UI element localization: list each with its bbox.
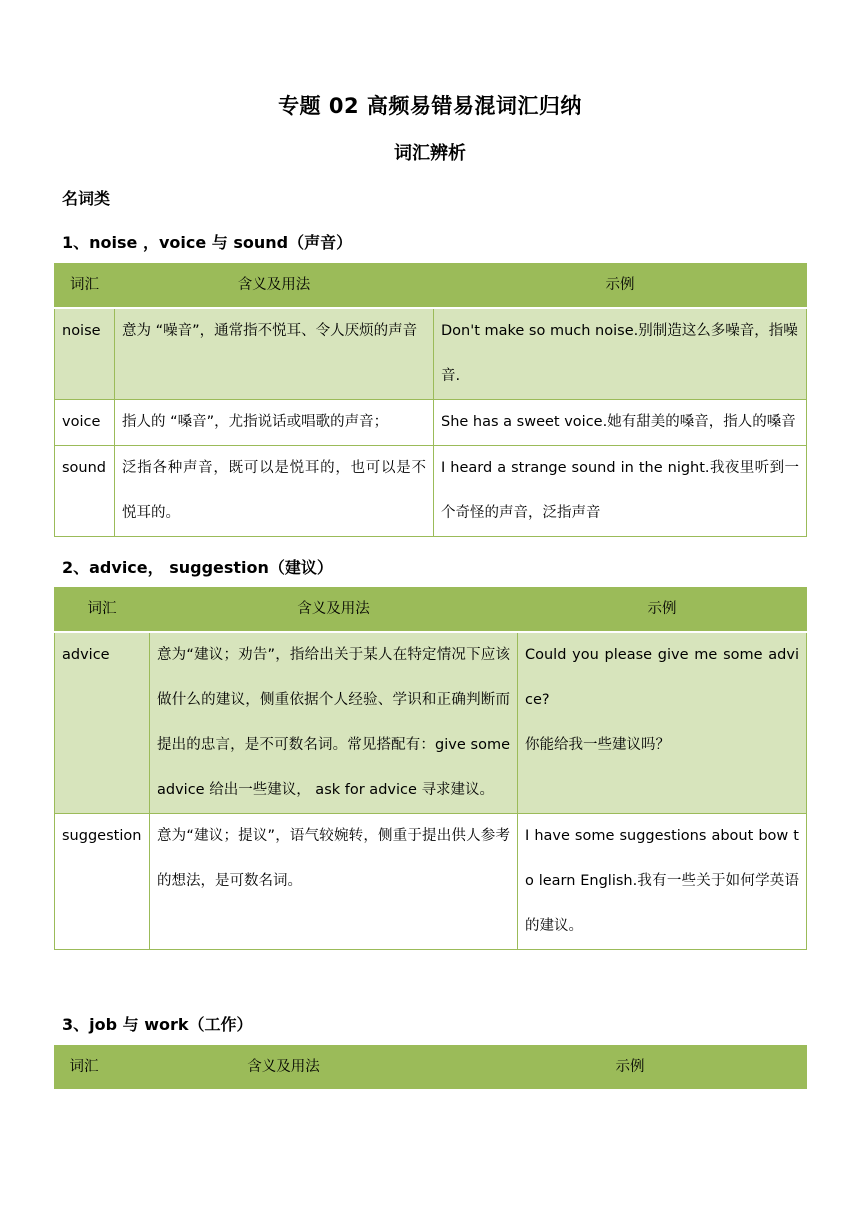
row-meaning: 意为 “噪音”，通常指不悦耳、令人厌烦的声音 xyxy=(115,308,434,400)
header-word: 词汇 xyxy=(55,264,115,309)
document-title: 专题 02 高频易错易混词汇归纳 xyxy=(278,94,582,118)
header-meaning: 含义及用法 xyxy=(114,1046,454,1091)
row-example-cell xyxy=(518,632,807,814)
row-meaning: 泛指各种声音，既可以是悦耳的，也可以是不悦耳的。 xyxy=(115,446,434,537)
table-row xyxy=(55,400,807,446)
row-word: voice xyxy=(55,400,115,446)
row-word: advice xyxy=(55,632,150,814)
section-1-table xyxy=(54,263,807,537)
header-example: 示例 xyxy=(518,588,807,633)
table-row xyxy=(55,814,807,950)
row-meaning: 指人的 “嗓音”，尤指说话或唱歌的声音； xyxy=(115,400,434,446)
row-example: She has a sweet voice.她有甜美的嗓音，指人的嗓音 xyxy=(434,400,807,446)
document-subtitle: 词汇辨析 xyxy=(394,143,466,164)
table-row xyxy=(55,308,807,400)
category-heading: 名词类 xyxy=(62,189,111,208)
header-example: 示例 xyxy=(454,1046,807,1091)
table-header-row xyxy=(55,1046,807,1091)
row-example: Don't make so much noise.别制造这么多噪音，指噪音. xyxy=(434,308,807,400)
row-example-translation: 你能给我一些建议吗？ xyxy=(525,737,670,753)
section-2-heading: 2、advice， suggestion（建议） xyxy=(62,558,333,577)
row-meaning: 意为“建议；劝告”，指给出关于某人在特定情况下应该做什么的建议，侧重依据个人经验、学识和正确判断而提出的忠言，是不可数名词。常见搭配有：give some advice 给出一些建议， ask for advice 寻求建议。 xyxy=(150,632,518,814)
row-word: noise xyxy=(55,308,115,400)
header-meaning: 含义及用法 xyxy=(150,588,518,633)
row-word: suggestion xyxy=(55,814,150,950)
section-2-table xyxy=(54,587,807,950)
section-3-heading: 3、job 与 work（工作） xyxy=(62,1015,253,1034)
row-example: I heard a strange sound in the night.我夜里听到一个奇怪的声音，泛指声音 xyxy=(434,446,807,537)
section-1-heading: 1、noise ，voice 与 sound（声音） xyxy=(62,233,353,252)
table-header-row xyxy=(55,588,807,633)
table-header-row xyxy=(55,264,807,309)
table-row xyxy=(55,446,807,537)
section-3-table xyxy=(54,1045,807,1091)
header-meaning: 含义及用法 xyxy=(115,264,434,309)
header-example: 示例 xyxy=(434,264,807,309)
row-meaning: 意为“建议；提议”，语气较婉转，侧重于提出供人参考的想法，是可数名词。 xyxy=(150,814,518,950)
row-word: sound xyxy=(55,446,115,537)
row-example: Could you please give me some advice? xyxy=(525,647,799,708)
header-word: 词汇 xyxy=(55,1046,114,1091)
header-word: 词汇 xyxy=(55,588,150,633)
row-example: I have some suggestions about bow to learn English.我有一些关于如何学英语的建议。 xyxy=(518,814,807,950)
table-row xyxy=(55,632,807,814)
